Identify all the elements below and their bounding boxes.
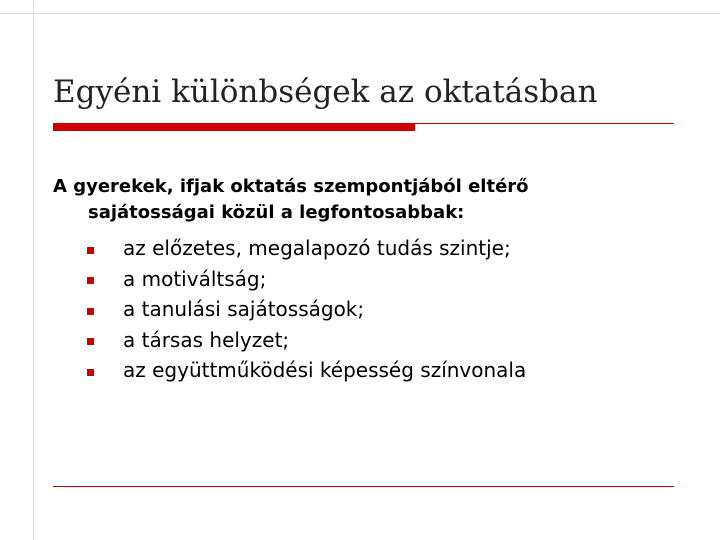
frame-top-line	[0, 13, 720, 14]
bullet-text: a tanulási sajátosságok;	[123, 297, 365, 322]
intro-line-2: sajátosságai közül a legfontosabbak:	[88, 202, 465, 223]
list-item	[87, 233, 526, 264]
list-item	[87, 294, 526, 325]
intro-line-1: A gyerekek, ifjak oktatás szempontjából eltérő	[53, 176, 529, 197]
bullet-text: az együttműködési képesség színvonala	[123, 358, 527, 383]
list-item	[87, 355, 526, 386]
slide-title: Egyéni különbségek az oktatásban	[53, 74, 598, 110]
intro-paragraph	[53, 174, 693, 226]
square-bullet-icon	[87, 277, 94, 284]
square-bullet-icon	[87, 247, 94, 254]
square-bullet-icon	[87, 338, 94, 345]
bullet-list	[87, 233, 526, 386]
list-item	[87, 264, 526, 295]
footer-rule	[53, 486, 674, 487]
frame-left-line	[33, 0, 34, 540]
bullet-text: a társas helyzet;	[123, 327, 290, 352]
bullet-text: az előzetes, megalapozó tudás szintje;	[123, 236, 511, 261]
bullet-text: a motiváltság;	[123, 266, 267, 291]
square-bullet-icon	[87, 308, 94, 315]
title-underline-thick	[53, 124, 415, 131]
list-item	[87, 325, 526, 356]
square-bullet-icon	[87, 369, 94, 376]
